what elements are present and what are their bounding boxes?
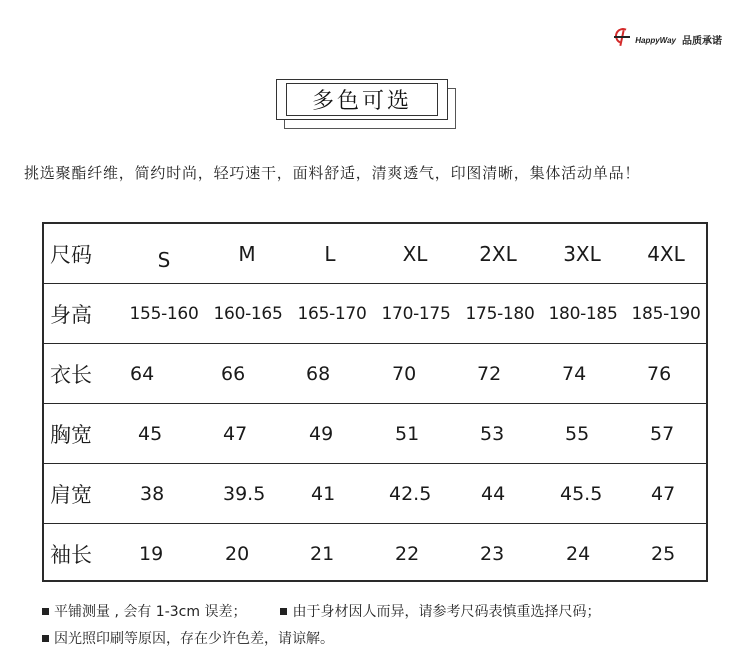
bullet-icon (42, 608, 49, 615)
size-l: L (324, 241, 336, 266)
table-cell: 55 (565, 422, 590, 445)
table-row-height (44, 284, 706, 343)
size-2xl: 2XL (479, 241, 517, 266)
table-cell: 57 (650, 422, 675, 445)
title-frame (276, 79, 448, 120)
note-text: 平铺测量 , 会有 1-3cm 误差； (54, 604, 247, 620)
table-cell: 165-170 (297, 303, 367, 324)
row-label: 衣长 (50, 362, 92, 387)
feature-description: 挑选聚酯纤维，简约时尚，轻巧速干，面料舒适，清爽透气，印图清晰，集体活动单品！ (24, 164, 641, 182)
table-cell: 155-160 (129, 303, 199, 324)
size-header-row (44, 224, 706, 283)
size-s: S (157, 247, 171, 272)
brand-name: HappyWay (635, 35, 676, 45)
size-3xl: 3XL (563, 241, 601, 266)
table-cell: 22 (395, 542, 420, 565)
table-cell: 45.5 (560, 482, 603, 505)
table-cell: 25 (651, 542, 676, 565)
table-cell: 72 (477, 362, 502, 385)
table-cell: 66 (221, 362, 246, 385)
row-label: 肩宽 (50, 482, 92, 507)
note-item (42, 601, 246, 621)
title-text: 多色可选 (286, 83, 438, 116)
table-cell: 160-165 (213, 303, 283, 324)
table-cell: 47 (223, 422, 248, 445)
section-title (276, 79, 456, 129)
table-cell: 64 (130, 362, 155, 385)
table-cell: 47 (651, 482, 676, 505)
header-label: 尺码 (50, 242, 92, 267)
note-item (42, 628, 334, 648)
notes-line-2 (42, 628, 334, 648)
table-cell: 45 (138, 422, 163, 445)
table-cell: 20 (225, 542, 250, 565)
bullet-icon (280, 608, 287, 615)
note-item (280, 601, 600, 621)
table-row-chest (44, 404, 706, 463)
table-cell: 170-175 (381, 303, 451, 324)
table-cell: 175-180 (465, 303, 535, 324)
notes-line-1 (42, 601, 600, 621)
table-cell: 41 (311, 482, 336, 505)
table-row-length (44, 344, 706, 403)
brand-slogan: 品质承诺 (682, 35, 722, 47)
table-cell: 42.5 (389, 482, 432, 505)
table-cell: 23 (480, 542, 505, 565)
size-4xl: 4XL (647, 241, 685, 266)
row-label: 胸宽 (50, 422, 92, 447)
size-m: M (238, 241, 256, 266)
table-cell: 39.5 (223, 482, 266, 505)
table-cell: 44 (481, 482, 506, 505)
row-label: 袖长 (50, 542, 92, 567)
table-cell: 74 (562, 362, 587, 385)
row-label: 身高 (50, 302, 92, 327)
table-cell: 24 (566, 542, 591, 565)
table-cell: 70 (392, 362, 417, 385)
size-table (42, 222, 708, 582)
table-cell: 49 (309, 422, 334, 445)
brand-mark-icon (612, 26, 634, 48)
table-cell: 68 (306, 362, 331, 385)
note-text: 因光照印刷等原因，存在少许色差，请谅解。 (54, 631, 334, 647)
table-row-shoulder (44, 464, 706, 523)
brand-logo (612, 26, 722, 48)
note-text: 由于身材因人而异，请参考尺码表慎重选择尺码； (292, 604, 601, 620)
table-cell: 185-190 (631, 303, 701, 324)
table-cell: 76 (647, 362, 672, 385)
table-cell: 21 (310, 542, 335, 565)
table-cell: 51 (395, 422, 420, 445)
size-xl: XL (402, 241, 428, 266)
table-row-sleeve (44, 524, 706, 583)
table-cell: 180-185 (548, 303, 618, 324)
bullet-icon (42, 635, 49, 642)
table-cell: 19 (139, 542, 164, 565)
table-cell: 53 (480, 422, 505, 445)
table-cell: 38 (140, 482, 165, 505)
